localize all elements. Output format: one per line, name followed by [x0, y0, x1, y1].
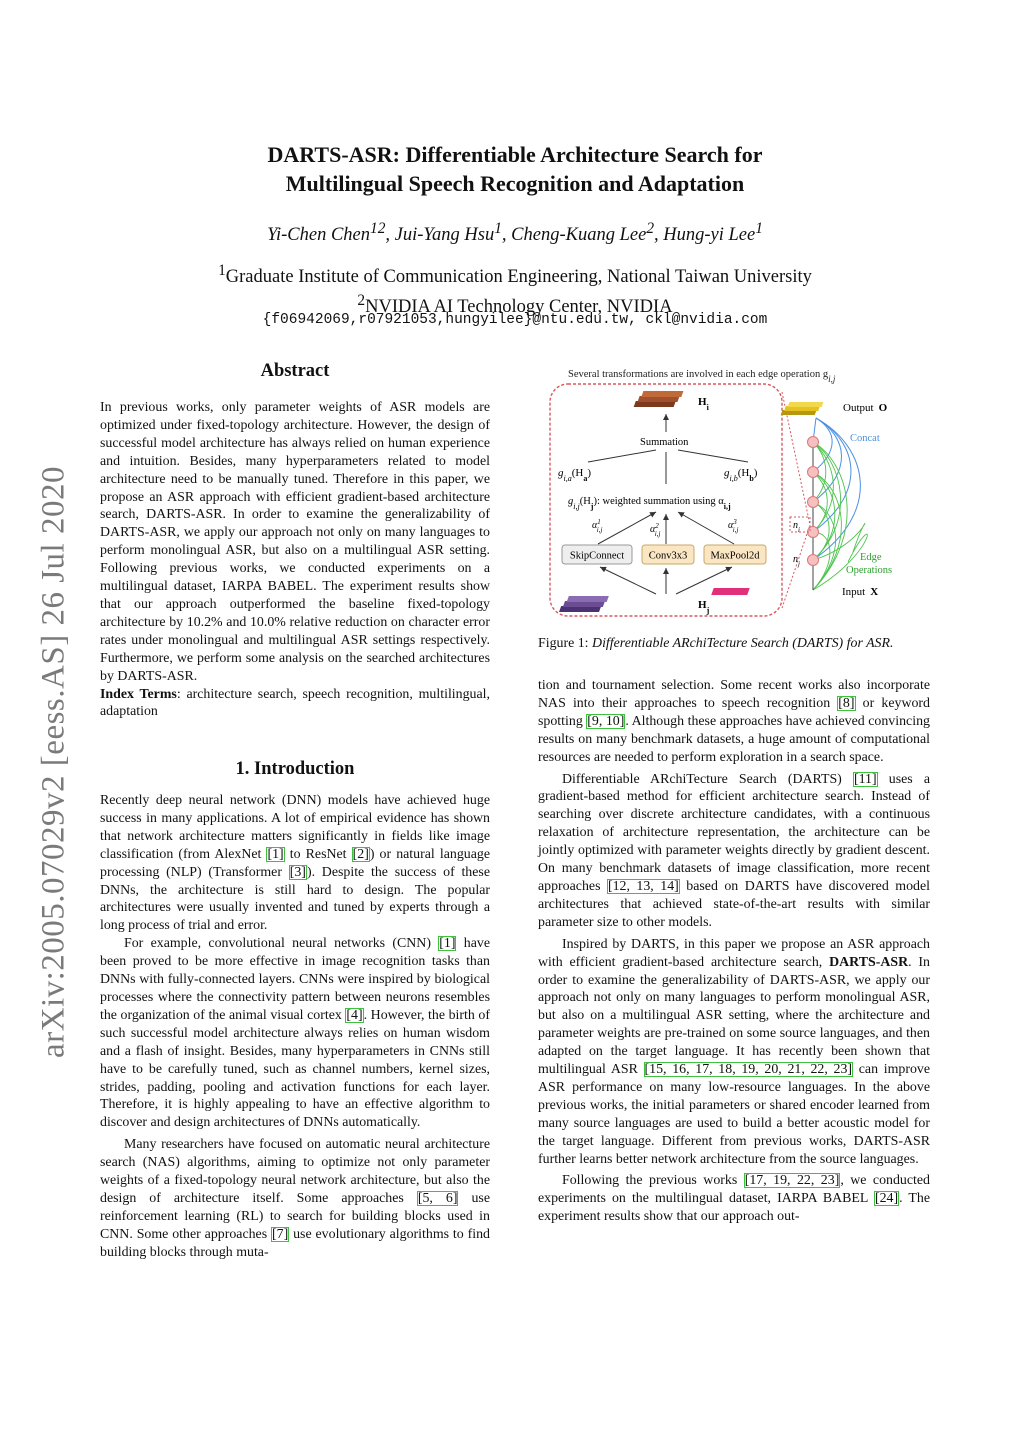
- citation-link[interactable]: [11]: [853, 771, 877, 787]
- hidden-state-hj-icon: [559, 596, 609, 612]
- ni-label: $n_i$: [793, 520, 800, 534]
- affiliation-1: $^1$Graduate Institute of Communication Engineering, National Taiwan University: [218, 262, 812, 288]
- figure-1-diagram: [538, 362, 930, 624]
- intro-paragraph-3: Many researchers have focused on automatic neural architecture search (NAS) algorithms, aiming to optimize not only parameter weights of a fixed-topology neural network architecture, but also the design of architecture itself. Some approaches [5, 6] use reinforcement learning (RL) to search for building blocks used in CNN. Some other approaches [7] use evolutionary algorithms to find building blocks through muta-: [100, 1137, 490, 1260]
- citation-link[interactable]: [7]: [272, 1226, 289, 1242]
- author-list: [100, 216, 930, 248]
- author-3: Cheng-Kuang Lee$^2$,: [511, 220, 664, 246]
- g-a-label: $g_{i,a}(H_a)$: [558, 467, 592, 483]
- input-layer-icon: [711, 588, 750, 595]
- index-terms: Index Terms: architecture search, speech recognition, multilingual, adaptation: [100, 686, 490, 720]
- alpha-3-label: $\alpha^3$ $_{i,j}$: [728, 518, 739, 534]
- right-paragraph-3: Following the previous works [17, 19, 22, 23], we conducted experiments on the multilingual dataset, IARPA BABEL [24]. The experiment results show that our approach out-: [538, 1173, 930, 1225]
- right-column-body: [538, 677, 930, 1226]
- citation-link[interactable]: [8]: [838, 695, 855, 711]
- author-emails: {f06942069,r07921053,hungyilee}@ntu.edu.tw, ckl@nvidia.com: [262, 312, 768, 328]
- hi-label: $H_i$: [698, 396, 709, 412]
- citation-link[interactable]: [4]: [346, 1007, 363, 1023]
- hj-label: $H_j$: [698, 599, 710, 615]
- citation-link[interactable]: [12, 13, 14]: [607, 878, 679, 894]
- edge-ops-label-1: Edge: [860, 552, 882, 563]
- g-j-label: $g_{i,j}(H_j)$: weighted summation using $\alpha_{i,j}$: [568, 496, 731, 511]
- citation-link[interactable]: [2]: [352, 846, 369, 862]
- citation-link[interactable]: [24]: [874, 1191, 899, 1207]
- output-layer-icon: [781, 402, 824, 415]
- nj-label: $n_j$: [793, 554, 800, 568]
- input-label: Input X: [842, 586, 879, 598]
- output-label: Output O: [843, 402, 888, 414]
- abstract-text: In previous works, only parameter weights of ASR models are optimized under fixed-topology architecture. However, the design of successful model architecture has always relied on human experience and intuition. Besides, many hyperparameters related to model architecture need to be manually tuned. Therefore in this paper, we propose an ASR approach with efficient gradient-based architecture search, DARTS-ASR. In order to examine the generalizability of DARTS-ASR, we apply our approach not only on many languages to perform monolingual ASR, but also on a multilingual ASR setting. Following previous works, we conducted experiments on a multilingual dataset, IARPA BABEL. The experiment results show that our approach outperformed the baseline fixed-topology architecture by 10.2% and 10.0% relative reduction on character error rates under monolingual and multilingual ASR settings respectively. Furthermore, we perform some analysis on the searched architectures by DARTS-ASR.: [100, 400, 490, 684]
- edge-ops-label-2: Operations: [846, 565, 893, 576]
- title-line-1: DARTS-ASR: Differentiable Architecture Search for: [267, 142, 763, 167]
- g-b-label: $g_{i,b}(H_b)$: [724, 467, 758, 483]
- op-skipconnect-label: SkipConnect: [569, 550, 625, 562]
- alpha-1-label: $\alpha^1$ $_{i,j}$: [592, 518, 603, 534]
- op-maxpool2d-label: MaxPool2d: [710, 550, 760, 562]
- right-paragraph-1: Differentiable ARchiTecture Search (DARTS) [11] uses a gradient-based method for efficient architecture search. Instead of searching over discrete architecture candidates, with a continuous relaxation of architecture representation, the architecture can be jointly optimized with parameter weights directly by gradient descent. On many benchmark datasets of image classification, more recent approaches [12, 13, 14] based on DARTS have discovered model architectures that achieved state-of-the-art results with similar parameter size to other models.: [538, 771, 930, 930]
- citation-link[interactable]: [15, 16, 17, 18, 19, 20, 21, 22, 23]: [644, 1062, 853, 1078]
- intro-paragraph-2: For example, convolutional neural networks (CNN) [1] have been proved to be more effective in image recognition tasks than DNNs with fully-connected layers. CNNs were inspired by biological processes where the connectivity pattern between neurons resembles the organization of the animal visual cortex [4]. However, the birth of such successful model architecture always relies on human wisdom and a flash of insight. Besides, many hyperparameters in CNNs still have to be carefully tuned, such as channel numbers, kernel sizes, strides, padding, pooling and activation functions for each layer. Therefore, it is highly appealing to have an effective algorithm to discover and design architectures of DNNs automatically.: [100, 936, 490, 1131]
- title-line-2: Multilingual Speech Recognition and Adaptation: [285, 171, 745, 196]
- paper-title: [100, 140, 930, 198]
- figure-1-caption: Figure 1: Differentiable ARchiTecture Search (DARTS) for ASR.: [538, 636, 894, 651]
- right-paragraph-0: tion and tournament selection. Some recent works also incorporate NAS into their approaches to speech recognition [8] or keyword spotting [9, 10]. Although these approaches have achieved convincing results on many benchmark datasets, a huge amount of computational resources are needed to perform exploration in a search space.: [538, 678, 930, 765]
- citation-link[interactable]: [17, 19, 22, 23]: [744, 1173, 840, 1189]
- author-4: Hung-yi Lee$^1$: [663, 220, 763, 246]
- author-2: Jui-Yang Hsu$^1$,: [394, 220, 512, 246]
- intro-body: [100, 792, 490, 1262]
- author-1: Yi-Chen Chen$^{12}$,: [267, 220, 395, 246]
- op-conv3x3-label: Conv3x3: [648, 550, 688, 562]
- alpha-2-label: $\alpha^2$ $_{i,j}$: [650, 522, 661, 538]
- hidden-state-hi-icon: [634, 391, 684, 407]
- citation-link[interactable]: [1]: [439, 936, 456, 952]
- citation-link[interactable]: [3]: [289, 864, 306, 880]
- intro-paragraph-1: Recently deep neural network (DNN) models have achieved huge success in many applications. A lot of empirical evidence has shown that network architecture matters significantly in fields like image classification (from AlexNet [1] to ResNet [2]) or natural language processing (NLP) (Transformer [3]). Despite the success of these DNNs, the architecture is still hard to design. The popular architectures were usually invented and tuned by experts through a long process of trial and error.: [100, 793, 490, 934]
- affiliation-2: $^2$NVIDIA AI Technology Center, NVIDIA: [357, 292, 673, 318]
- summation-label: Summation: [640, 437, 689, 448]
- affiliations: [100, 259, 930, 319]
- abstract-body: [100, 399, 490, 721]
- arxiv-stamp: arXiv:2005.07029v2 [eess.AS] 26 Jul 2020: [35, 466, 72, 1058]
- citation-link[interactable]: [5, 6]: [417, 1190, 458, 1206]
- citation-link[interactable]: [1]: [267, 846, 284, 862]
- abstract-heading: Abstract: [260, 361, 330, 381]
- citation-link[interactable]: [9, 10]: [587, 713, 625, 729]
- concat-label: Concat: [850, 433, 880, 444]
- figure-top-note: Several transformations are involved in each edge operation $g_{i,j}$: [568, 369, 836, 384]
- intro-heading: 1. Introduction: [235, 759, 355, 779]
- right-paragraph-2: Inspired by DARTS, in this paper we propose an ASR approach with efficient gradient-based architecture search, DARTS-ASR. In order to examine the generalizability of DARTS-ASR, we apply our approach not only on many languages to perform monolingual ASR, but also on a multilingual ASR setting, where the architecture and parameter weights are pre-trained on some source languages, and then adapted on the target language. It has recently been shown that multilingual ASR [15, 16, 17, 18, 19, 20, 21, 22, 23] can improve ASR performance on many low-resource languages. In the above previous works, the initial parameters or shared encoder learned from many source languages are used to build a better acoustic model for the target language. Different from previous works, DARTS-ASR further learns better network architecture from the source languages.: [538, 936, 930, 1167]
